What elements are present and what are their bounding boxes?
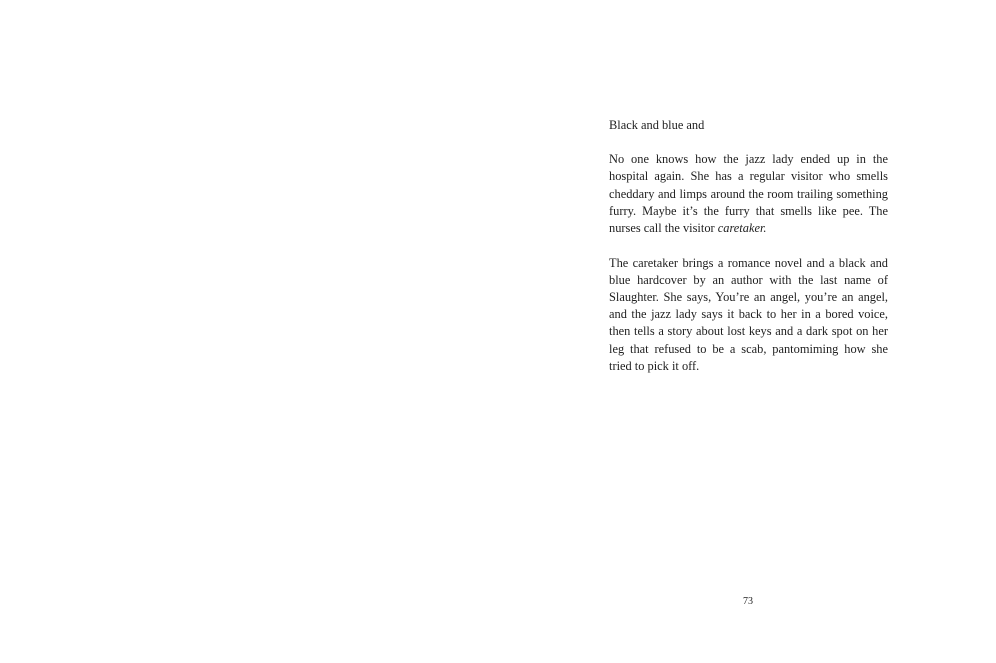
paragraph-2: The caretaker brings a romance novel and a black and blue hardcover by an author with the last name of Slaughter. She says, You’re an angel, you’re an angel, and the jazz lady says it back to her in a bored voice, then tells a story about lost keys and a dark spot on her leg that refused to be a scab, pantomiming how she tried to pick it off. — [609, 255, 888, 373]
paragraph-1-text: No one knows how the jazz lady ended up in the hospital again. She has a regular visitor who smells cheddary and limps around the room trailing something furry. Maybe it’s the furry that smells like pee. The nurses call the visitor — [609, 152, 888, 236]
section-title: Black and blue and — [609, 118, 705, 132]
paragraph-1-italic: caretaker. — [717, 221, 767, 236]
paragraph-1 — [609, 151, 888, 237]
page-text — [609, 117, 888, 392]
page-number: 73 — [743, 596, 753, 607]
right-page — [498, 0, 996, 663]
